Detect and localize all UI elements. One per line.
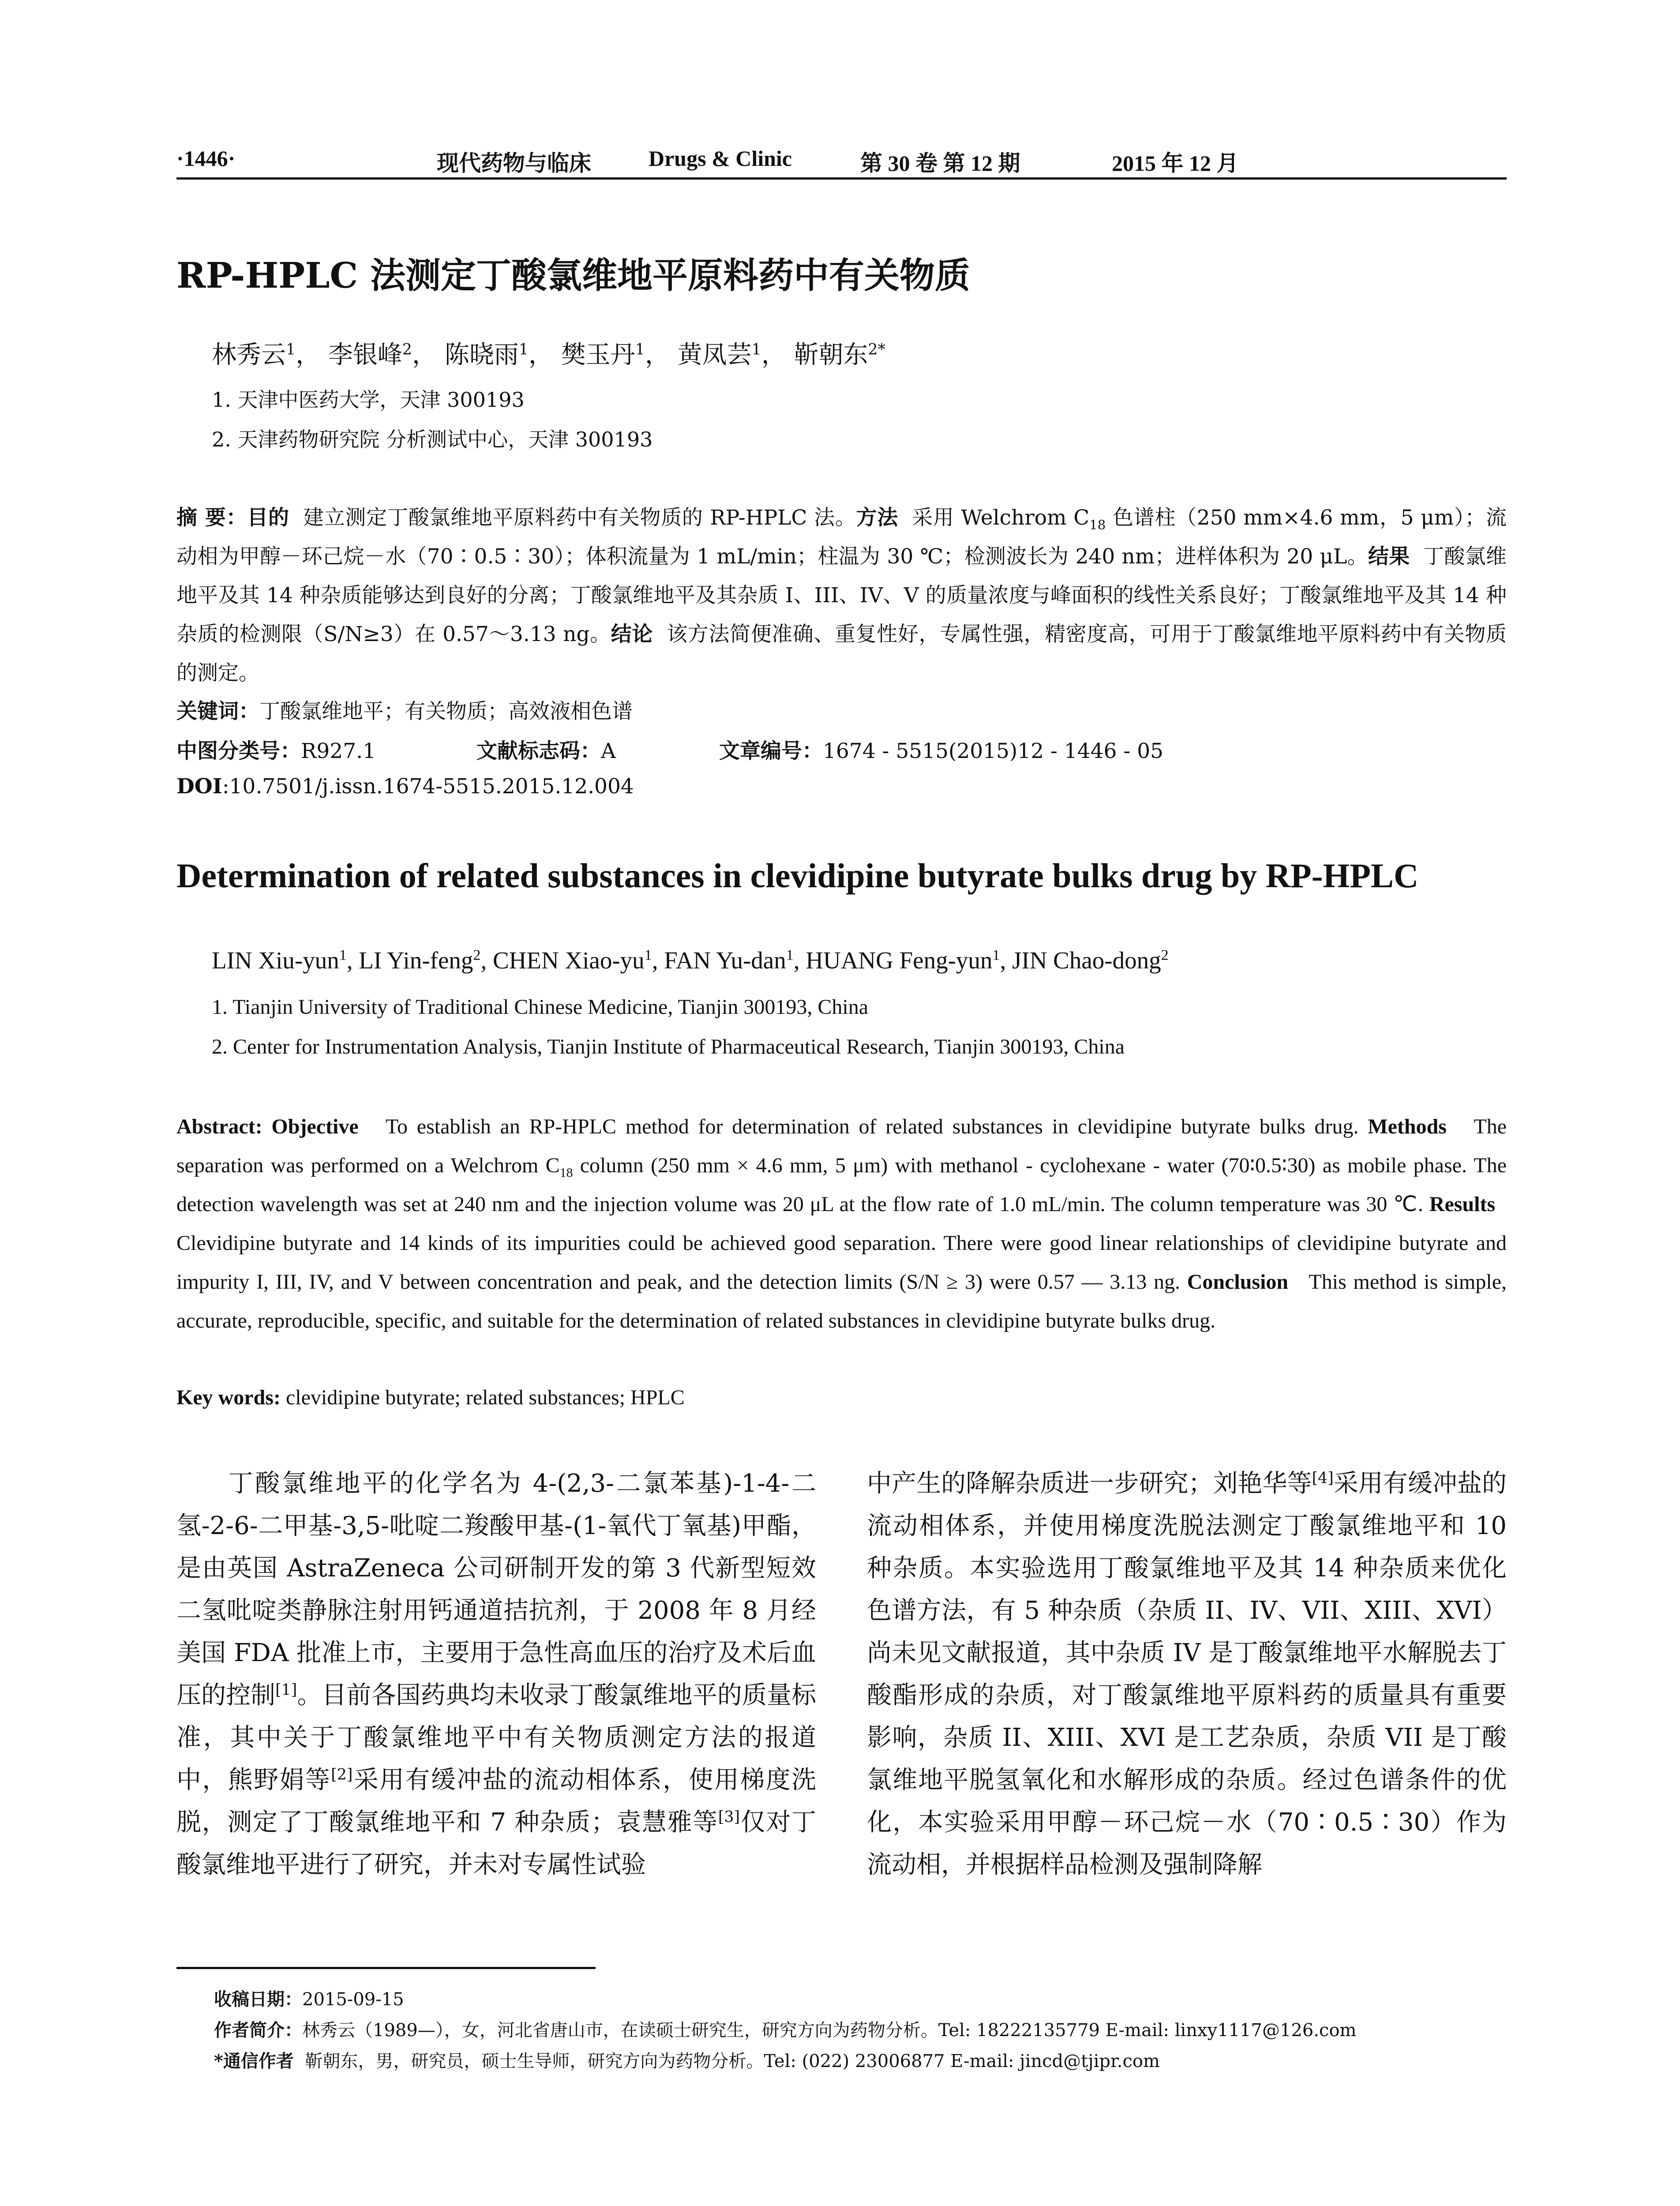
- body-text: 丁酸氯维地平的化学名为 4-(2,3-二氯苯基)-1-4-二氢-2-6-二甲基-3,5-吡啶二羧酸甲基-(1-氧代丁氧基)甲酯，是由英国 AstraZeneca 公司研制开发的第 3 代新型短效二氢吡啶类静脉注射用钙通道拮抗剂，于 2008 年 8 月经美国 FDA 批准上市，主要用于急性高血压的治疗及术后血压的控制: [176, 1469, 816, 1710]
- volume-issue: 第 30 卷 第 12 期: [860, 151, 1020, 176]
- results-label-en: Results: [1429, 1193, 1496, 1216]
- author-en: JIN Chao-dong: [1012, 947, 1161, 974]
- title-en: Determination of related substances in clevidipine butyrate bulks drug by RP-HPLC: [176, 856, 1419, 895]
- keywords-cn: [176, 695, 633, 724]
- affiliation-cn-1: 1. 天津中医药大学，天津 300193: [212, 388, 525, 412]
- author-en: CHEN Xiao-yu: [492, 947, 645, 974]
- body-text: 采用有缓冲盐的流动相体系，使用梯度洗脱，测定了丁酸氯维地平和 7 种杂质；袁慧雅等: [176, 1766, 816, 1837]
- author-cn: 林秀云: [212, 341, 286, 369]
- doc-value: A: [601, 739, 616, 763]
- page-number: ·1446·: [176, 146, 236, 171]
- author-mark: 1: [644, 947, 652, 964]
- author-mark: 1: [518, 341, 529, 359]
- abstract-en: [176, 1107, 1507, 1340]
- methods-cn-b: 色谱柱（250 mm×4.6 mm，5 μm）；流动相为甲醇－环己烷－水（70∶0.5∶30）；体积流量为 1 mL/min；柱温为 30 ℃；检测波长为 240 nm；进样体积为 20 μL。: [176, 506, 1507, 569]
- corresponding-label: *通信作者: [214, 2051, 294, 2071]
- body-text: 仅对丁酸氯维地平进行了研究，并未对专属性试验: [176, 1808, 817, 1879]
- methods-en-b: column (250 mm × 4.6 mm, 5 μm) with methanol - cyclohexane - water (70∶0.5∶30) as mobile phase. The detection wavelength was set at 240 nm and the injection volume was 20 μL at the flow rate of 1.0 mL/min. The column temperature was 30 ℃.: [176, 1154, 1507, 1216]
- body-text: 。目前各国药典均未收录丁酸氯维地平的质量标准，其中关于丁酸氯维地平中有关物质测定方法的报道中，熊野娟等: [176, 1681, 817, 1794]
- methods-en-a: The separation was performed on a Welchrom C: [176, 1115, 1507, 1177]
- affiliation-cn-2: 2. 天津药物研究院 分析测试中心，天津 300193: [212, 428, 653, 451]
- doi: [176, 774, 634, 799]
- doc-label: 文献标志码：: [476, 739, 601, 763]
- clc-number: [176, 735, 376, 764]
- doi-value: :10.7501/j.issn.1674-5515.2015.12.004: [222, 774, 634, 799]
- author-mark: 2: [473, 947, 481, 964]
- author-mark: 2: [1161, 947, 1169, 964]
- abstract-en-label: Abstract:: [176, 1115, 262, 1138]
- author-cn: 樊玉丹: [561, 341, 635, 369]
- author-mark: 1: [786, 947, 794, 964]
- affiliation-en-1: 1. Tianjin University of Traditional Chinese Medicine, Tianjin 300193, China: [212, 995, 869, 1019]
- footnote-author: [214, 2016, 1356, 2041]
- keywords-en-label: Key words:: [176, 1386, 281, 1409]
- keywords-en-text: clevidipine butyrate; related substances; HPLC: [285, 1386, 685, 1409]
- document-code: [476, 735, 616, 764]
- methods-label-cn: 方法: [856, 506, 898, 530]
- objective-cn: 建立测定丁酸氯维地平原料药中有关物质的 RP-HPLC 法。: [303, 506, 856, 530]
- affiliation-en-2: 2. Center for Instrumentation Analysis, Tianjin Institute of Pharmaceutical Research, Tianjin 300193, China: [212, 1035, 1125, 1058]
- corresponding-info: 靳朝东，男，研究员，硕士生导师，研究方向为药物分析。Tel: (022) 23006877 E-mail: jincd@tjipr.com: [305, 2051, 1160, 2071]
- author-en: FAN Yu-dan: [664, 947, 786, 974]
- clc-label: 中图分类号：: [176, 739, 301, 763]
- footnote-received: [214, 1985, 404, 2011]
- running-header: [176, 138, 1507, 180]
- article-value: 1674 - 5515(2015)12 - 1446 - 05: [823, 739, 1164, 763]
- conclusion-label-cn: 结论: [611, 622, 653, 646]
- results-en: Clevidipine butyrate and 14 kinds of its impurities could be achieved good separation. There were good linear relationships of clevidipine butyrate and impurity I, III, IV, and V between concentration and peak, and the detection limits (S/N ≥ 3) were 0.57 — 3.13 ng.: [176, 1231, 1507, 1294]
- author-cn: 李银峰: [328, 341, 402, 369]
- methods-cn-sub: 18: [1089, 517, 1106, 533]
- author-mark: 1: [339, 947, 347, 964]
- author-cn: 黄凤芸: [677, 341, 752, 369]
- keywords-en: [176, 1385, 685, 1410]
- author-mark: 2*: [868, 341, 885, 359]
- methods-label-en: Methods: [1368, 1115, 1447, 1138]
- received-date: 2015-09-15: [302, 1989, 404, 2010]
- author-mark: 1: [286, 341, 296, 359]
- conclusion-label-en: Conclusion: [1187, 1270, 1289, 1294]
- reference-mark: [4]: [1312, 1469, 1334, 1487]
- conclusion-cn: 该方法简便准确、重复性好，专属性强，精密度高，可用于丁酸氯维地平原料药中有关物质的测定。: [176, 622, 1507, 685]
- body-text: 中产生的降解杂质进一步研究；刘艳华等: [867, 1469, 1312, 1498]
- methods-en-sub: 18: [559, 1165, 573, 1180]
- results-label-cn: 结果: [1368, 544, 1410, 569]
- body-column-right: [867, 1463, 1507, 1886]
- clc-value: R927.1: [301, 739, 376, 763]
- objective-label-cn: 目的: [247, 506, 289, 530]
- abstract-cn-label: 摘 要：: [176, 506, 248, 530]
- footnote-corresponding: [214, 2047, 1160, 2072]
- author-en: HUANG Feng-yun: [806, 947, 993, 974]
- footnote-divider: [176, 1967, 596, 1969]
- authors-cn: 林秀云$^1$， 李银峰$^2$， 陈晓雨$^1$， 樊玉丹$^1$， 黄凤芸$^1$， 靳朝东$^{2*}$: [212, 341, 885, 369]
- objective-label-en: Objective: [271, 1115, 359, 1138]
- body-text: 采用有缓冲盐的流动相体系，并使用梯度洗脱法测定丁酸氯维地平和 10 种杂质。本实验选用丁酸氯维地平及其 14 种杂质来优化色谱方法，有 5 种杂质（杂质 II、IV、VII、XIII、XVI）尚未见文献报道，其中杂质 IV 是丁酸氯维地平水解脱去丁酸酯形成的杂质，对丁酸氯维地平原料药的质量具有重要影响，杂质 II、XIII、XVI 是工艺杂质，杂质 VII 是丁酸氯维地平脱氢氧化和水解形成的杂质。经过色谱条件的优化，本实验采用甲醇－环己烷－水（70∶0.5∶30）作为流动相，并根据样品检测及强制降解: [867, 1469, 1507, 1879]
- keywords-cn-label: 关键词：: [176, 699, 259, 724]
- author-cn: 靳朝东: [794, 341, 868, 369]
- journal-name-cn: 现代药物与临床: [437, 151, 591, 176]
- reference-mark: [1]: [275, 1681, 297, 1699]
- title-cn: RP-HPLC 法测定丁酸氯维地平原料药中有关物质: [176, 255, 970, 296]
- author-cn: 陈晓雨: [444, 341, 519, 369]
- abstract-cn: [176, 499, 1507, 693]
- received-label: 收稿日期：: [214, 1989, 302, 2010]
- reference-mark: [3]: [718, 1808, 740, 1826]
- author-en: LI Yin-feng: [359, 947, 473, 974]
- conclusion-en: This method is simple, accurate, reproducible, specific, and suitable for the determination of related substances in clevidipine butyrate bulks drug.: [176, 1270, 1507, 1332]
- keywords-cn-text: 丁酸氯维地平；有关物质；高效液相色谱: [259, 699, 633, 724]
- author-en: LIN Xiu-yun: [212, 947, 339, 974]
- doi-label: DOI: [176, 774, 222, 799]
- author-bio: 林秀云（1989—），女，河北省唐山市，在读硕士研究生，研究方向为药物分析。Tel: 18222135779 E-mail: linxy1117@126.com: [302, 2020, 1357, 2041]
- article-number: [719, 735, 1163, 764]
- author-bio-label: 作者简介：: [214, 2020, 302, 2041]
- author-mark: 2: [402, 341, 412, 359]
- reference-mark: [2]: [331, 1766, 353, 1784]
- author-mark: 1: [751, 341, 761, 359]
- objective-en: To establish an RP-HPLC method for determination of related substances in clevidipine butyrate bulks drug.: [386, 1115, 1359, 1138]
- article-label: 文章编号：: [719, 739, 823, 763]
- author-mark: 1: [992, 947, 1000, 964]
- body-column-left: [176, 1463, 816, 1886]
- methods-cn-a: 采用 Welchrom C: [912, 506, 1090, 530]
- results-cn: 丁酸氯维地平及其 14 种杂质能够达到良好的分离；丁酸氯维地平及其杂质 I、III、IV、V 的质量浓度与峰面积的线性关系良好；丁酸氯维地平及其 14 种杂质的检测限（S/N≥3）在 0.57～3.13 ng。: [176, 544, 1507, 646]
- author-mark: 1: [635, 341, 645, 359]
- issue-date: 2015 年 12 月: [1112, 151, 1239, 176]
- authors-en: LIN Xiu-yun$^1$, LI Yin-feng$^2$, CHEN Xiao-$yu^1$, FAN Yu-dan$^1$, HUANG Feng-yun$^1$, JIN Chao-dong$^2$: [212, 947, 1169, 974]
- journal-name-en: Drugs & Clinic: [649, 146, 792, 171]
